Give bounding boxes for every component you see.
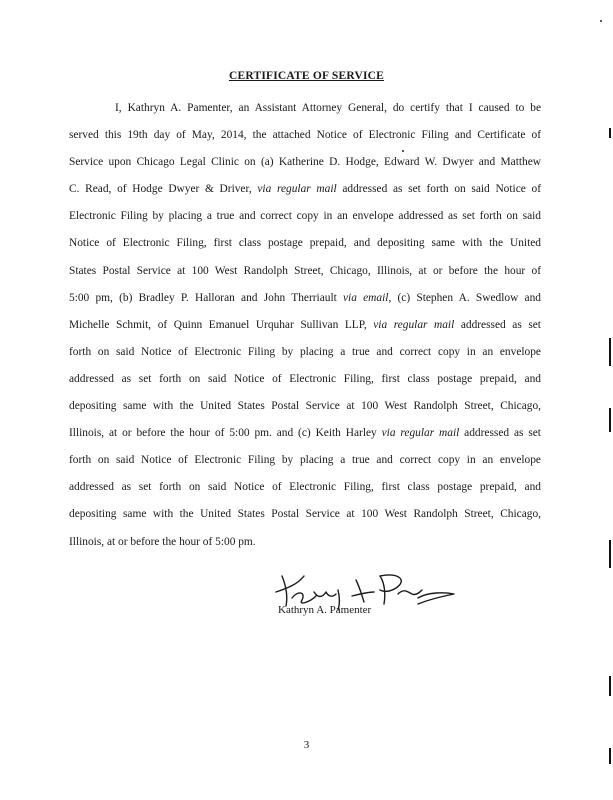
signer-name: Kathryn A. Pamenter bbox=[278, 604, 372, 616]
body-line: Service upon Chicago Legal Clinic on (a) Katherine D. Hodge, Edward W. Dwyer and Matthew bbox=[69, 156, 541, 169]
body-line: States Postal Service at 100 West Randolph Street, Chicago, Illinois, at or before the hour of bbox=[69, 264, 541, 277]
body-line: Illinois, at or before the hour of 5:00 pm. and (c) Keith Harley via regular mail addressed as set bbox=[69, 427, 541, 440]
body-line: C. Read, of Hodge Dwyer & Driver, via regular mail addressed as set forth on said Notice of bbox=[69, 183, 541, 196]
body-line: Notice of Electronic Filing, first class postage prepaid, and depositing same with the United bbox=[69, 237, 541, 250]
scan-edge-mark bbox=[609, 408, 611, 432]
body-line: depositing same with the United States Postal Service at 100 West Randolph Street, Chicago, bbox=[69, 508, 541, 521]
body-line: forth on said Notice of Electronic Filing by placing a true and correct copy in an envelope bbox=[69, 454, 541, 467]
body-line: I, Kathryn A. Pamenter, an Assistant Attorney General, do certify that I caused to be bbox=[115, 102, 541, 114]
scan-speck bbox=[402, 150, 404, 152]
certificate-body bbox=[69, 95, 541, 556]
scan-edge-mark bbox=[609, 748, 611, 764]
body-line: addressed as set forth on said Notice of Electronic Filing, first class postage prepaid, and bbox=[69, 372, 541, 385]
body-line: served this 19th day of May, 2014, the attached Notice of Electronic Filing and Certificate of bbox=[69, 129, 541, 142]
scan-edge-mark bbox=[609, 128, 611, 138]
scan-speck bbox=[600, 20, 602, 22]
body-line: Electronic Filing by placing a true and correct copy in an envelope addressed as set forth on said bbox=[69, 210, 541, 223]
body-line: forth on said Notice of Electronic Filing by placing a true and correct copy in an envelope bbox=[69, 345, 541, 358]
scan-edge-mark bbox=[609, 676, 611, 696]
body-line: Illinois, at or before the hour of 5:00 pm. bbox=[69, 535, 256, 548]
scan-edge-mark bbox=[609, 338, 611, 366]
body-line: Michelle Schmit, of Quinn Emanuel Urquhar Sullivan LLP, via regular mail addressed as set bbox=[69, 318, 541, 331]
document-title: CERTIFICATE OF SERVICE bbox=[228, 70, 385, 82]
page-number: 3 bbox=[303, 739, 310, 751]
body-line: addressed as set forth on said Notice of Electronic Filing, first class postage prepaid, and bbox=[69, 481, 541, 494]
scan-edge-mark bbox=[609, 540, 611, 568]
body-line: 5:00 pm, (b) Bradley P. Halloran and John Therriault via email, (c) Stephen A. Swedlow and bbox=[69, 291, 541, 304]
body-line: depositing same with the United States Postal Service at 100 West Randolph Street, Chicago, bbox=[69, 400, 541, 413]
